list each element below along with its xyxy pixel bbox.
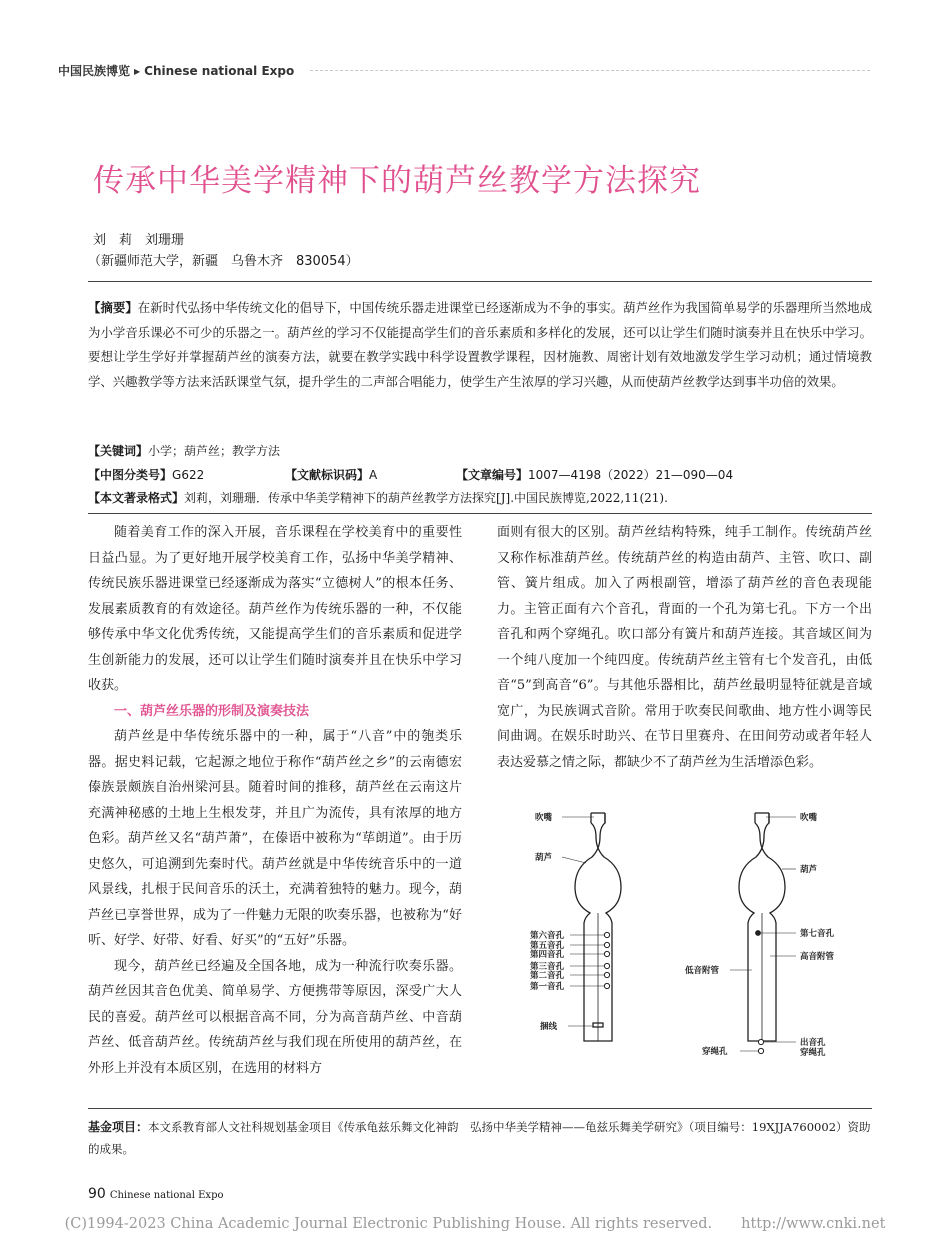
funding-text: 本文系教育部人文社科规划基金项目《传承龟兹乐舞文化神韵 弘扬中华美学精神——龟兹乐舞美学研究》（项目编号：19XJJA760002）资助的成果。	[88, 1120, 871, 1156]
article-title: 传承中华美学精神下的葫芦丝教学方法探究	[93, 163, 701, 199]
affiliation: （新疆师范大学，新疆 乌鲁木齐 830054）	[88, 254, 359, 269]
front-finger-holes	[604, 932, 609, 988]
paragraph-structure: 面则有很大的区别。葫芦丝结构特殊，纯手工制作。传统葫芦丝又称作标准葫芦丝。传统葫芦丝的构造由葫芦、主管、吹口、副管、簧片组成。加入了两根副管，增添了葫芦丝的音色表现能力。主管正面有六个音孔，背面的一个孔为第七孔。下方一个出音孔和两个穿绳孔。吹口部分有簧片和葫芦连接。其音域区间为一个纯八度加一个纯四度。传统葫芦丝主管有七个发音孔，由低音“5”到高音“6”。与其他乐器相比，葫芦丝最明显特征就是音域宽广，为民族调式音阶。常用于吹奏民间歌曲、地方性小调等民间曲调。在娱乐时助兴、在节日里赛舟、在田间劳动或者年轻人表达爱慕之情之际，都缺少不了葫芦丝为生活增添色彩。	[497, 525, 872, 770]
clc-value: G622	[172, 468, 205, 482]
label-hole-5: 第五音孔	[530, 941, 565, 951]
article-no-value: 1007—4198（2022）21—090—04	[528, 468, 734, 482]
front-mouthpiece-outline	[591, 813, 605, 823]
triangle-right-icon: ▶	[134, 67, 141, 76]
label-hole-3: 第三音孔	[530, 962, 565, 972]
header-rule	[310, 70, 870, 71]
page-footer	[88, 1186, 224, 1202]
label-tie-line: 捆线	[540, 1022, 558, 1032]
label-back-mouthpiece: 吹嘴	[800, 813, 818, 823]
clc-field	[88, 466, 204, 483]
abstract-text: 在新时代弘扬中华传统文化的倡导下，中国传统乐器走进课堂已经逐渐成为不争的事实。葫芦丝作为我国简单易学的乐器理所当然地成为小学音乐课必不可少的乐器之一。葫芦丝的学习不仅能提高学生们的音乐素质和多样化的发展，还可以让学生们随时演奏并且在快乐中学习。要想让学生学好并掌握葫芦丝的演奏方法，就要在教学实践中科学设置教学课程，因材施教、周密计划有效地激发学生学习动机；通过情境教学、兴趣教学等方法来活跃课堂气氛，提升学生的二声部合唱能力，使学生产生浓厚的学习兴趣，从而使葫芦丝教学达到事半功倍的效果。	[88, 300, 872, 389]
keywords: 小学；葫芦丝；教学方法	[148, 444, 281, 458]
label-sound-hole: 出音孔	[800, 1038, 826, 1048]
citation-line	[88, 489, 668, 506]
article-no-label: 【文章编号】	[456, 468, 529, 482]
label-high-pipe: 高音附管	[800, 952, 835, 962]
doc-code-value: A	[369, 468, 378, 482]
label-front-gourd: 葫芦	[535, 853, 553, 863]
authors: 刘 莉 刘珊珊	[93, 233, 185, 248]
label-front-mouthpiece: 吹嘴	[535, 813, 553, 823]
clc-label: 【中图分类号】	[88, 468, 173, 482]
abstract-top-rule	[88, 281, 872, 282]
label-hole-4: 第四音孔	[530, 950, 565, 960]
label-hole-1: 第一音孔	[530, 982, 565, 992]
paragraph-intro: 随着美育工作的深入开展，音乐课程在学校美育中的重要性日益凸显。为了更好地开展学校美育工作，弘扬中华美学精神、传统民族乐器进课堂已经逐渐成为落实“立德树人”的根本任务、发展素质教育的有效途径。葫芦丝作为传统乐器的一种，不仅能够传承中华文化优秀传统，又能提高学生们的音乐素质和促进学生创新能力的发展，还可以让学生们随时演奏并且在快乐中学习收获。	[88, 525, 462, 693]
footer-publication: Chinese national Expo	[109, 1190, 224, 1201]
label-rope-hole-right: 穿绳孔	[800, 1048, 826, 1058]
abstract	[88, 296, 872, 394]
doc-code-label: 【文献标识码】	[285, 468, 370, 482]
journal-name-en: Chinese national Expo	[144, 64, 295, 78]
hulusi-structure-figure	[520, 805, 850, 1070]
funding-label: 基金项目：	[88, 1120, 149, 1134]
label-rope-hole-left: 穿绳孔	[702, 1047, 728, 1057]
running-header	[58, 62, 294, 79]
paragraph-origin: 葫芦丝是中华传统乐器中的一种，属于“八音”中的匏类乐器。据史料记载，它起源之地位于称作“葫芦丝之乡”的云南德宏傣族景颇族自治州梁河县。随着时间的推移，葫芦丝在云南这片充满神秘感的土地上生根发芽，并且广为流传，具有浓厚的地方色彩。葫芦丝又名“葫芦萧”，在傣语中被称为“荜朗道”。由于历史悠久，可追溯到先秦时代。葫芦丝就是中华传统音乐中的一道风景线，扎根于民间音乐的沃土，充满着独特的魅力。现今，葫芦丝已享誉世界，成为了一件魅力无限的吹奏乐器，也被称为“好听、好学、好带、好看、好买”的“五好”乐器。	[88, 729, 462, 948]
funding-note	[88, 1116, 872, 1160]
front-leader-lines	[562, 817, 610, 1026]
citation-label: 【本文著录格式】	[88, 491, 185, 505]
label-hole-2: 第二音孔	[530, 971, 565, 981]
keywords-label: 【关键词】	[88, 444, 149, 458]
abstract-label: 【摘要】	[88, 300, 138, 315]
label-hole-6: 第六音孔	[530, 931, 565, 941]
body-left-column	[88, 520, 462, 1081]
copyright-watermark: (C)1994-2023 China Academic Journal Electronic Publishing House. All rights reserved. http://www.cnki.net	[64, 1216, 886, 1232]
label-back-gourd: 葫芦	[800, 865, 818, 875]
doc-code-field	[285, 466, 377, 483]
back-leader-lines	[730, 817, 796, 1051]
keywords-line	[88, 442, 280, 459]
abstract-bottom-rule	[88, 513, 872, 514]
article-no-field	[456, 466, 733, 483]
journal-name-cn: 中国民族博览	[58, 64, 131, 78]
paragraph-popularity: 现今，葫芦丝已经遍及全国各地，成为一种流行吹奏乐器。葫芦丝因其音色优美、简单易学、方便携带等原因，深受广大人民的喜爱。葫芦丝可以根据音高不同，分为高音葫芦丝、中音葫芦丝、低音葫芦丝。传统葫芦丝与我们现在所使用的葫芦丝，在外形上并没有本质区别，在选用的材料方	[88, 958, 462, 1076]
body-right-column	[497, 520, 872, 775]
label-low-pipe: 低音附管	[685, 966, 720, 976]
label-hole-7: 第七音孔	[800, 929, 835, 939]
footnote-rule	[88, 1108, 872, 1109]
citation: 刘莉，刘珊珊．传承中华美学精神下的葫芦丝教学方法探究[J].中国民族博览,2022,11(21).	[184, 491, 668, 505]
page-number: 90	[88, 1186, 106, 1202]
section-heading-1: 一、葫芦丝乐器的形制及演奏技法	[114, 703, 310, 719]
